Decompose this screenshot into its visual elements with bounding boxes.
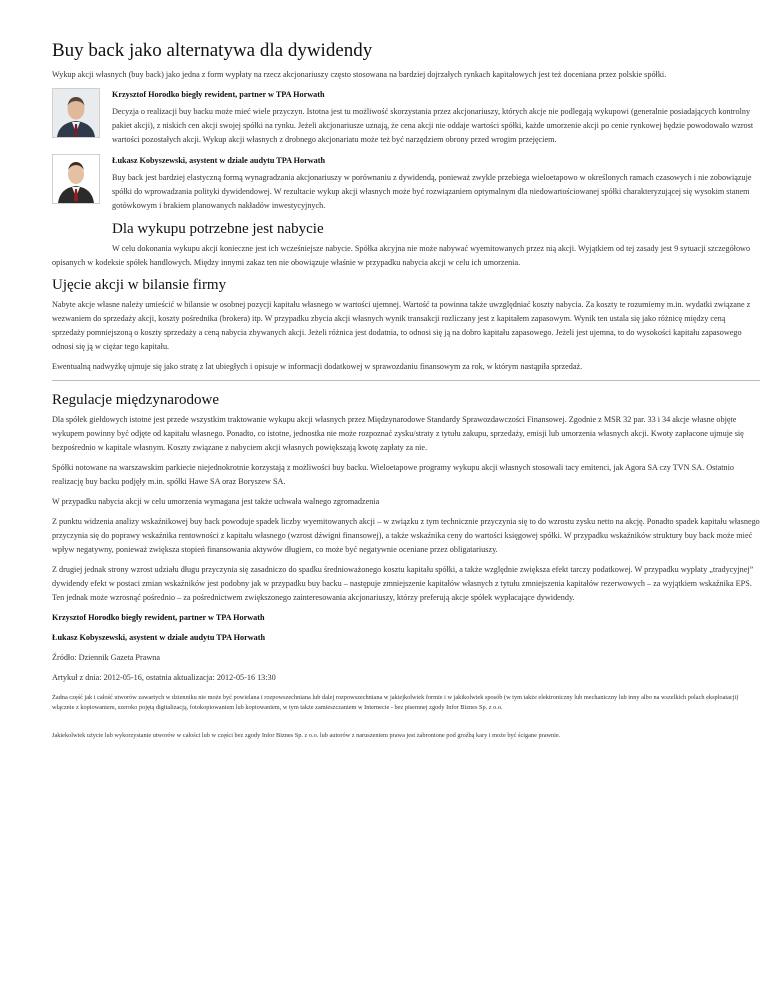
- section-paragraph: Z drugiej jednak strony wzrost udziału długu przyczynia się zasadniczo do spadku średnioważonego kosztu kapitału spółki, a także względnie zwiększa efekt tarczy podatkowej. W przypadku wypłaty „tradycyjnej” dywidendy efekt w postaci zmian wskaźników jest podobny jak w przypadku buy backu – następuje zmniejszenie kapitałów własnych z tytułu zmniejszenia kapitałów rezerwowych – za wyjątkiem wskaźnika EPS. Ten jednak może wzrosnąć pośrednio – za pośrednictwem zwiększonego zainteresowania akcjonariuszy, którzy preferują akcje spółek wypłacające dywidendy.: [52, 565, 754, 602]
- expert-block-2: [52, 154, 760, 216]
- divider: [52, 380, 760, 381]
- expert-quote-2: Buy back jest bardziej elastyczną formą wynagradzania akcjonariuszy w porównaniu z dywidendą, ponieważ zwykle przebiega wieloetapowo w określonych ramach czasowych i nie zobowiązuje spółki do wprowadzania polityki dywidendowej. W rezultacie wykup akcji własnych może być rozwiązaniem optymalnym dla niedowartościowanej spółki charakteryzującej się wysokim stanem gotówkowym i brakiem planowanych nakładów inwestycyjnych.: [112, 173, 752, 210]
- section-paragraph: Ewentualną nadwyżkę ujmuje się jako stratę z lat ubiegłych i opisuje w informacji dodatkowej w sprawozdaniu finansowym za rok, w którym nastąpiła sprzedaż.: [52, 362, 583, 371]
- section-paragraph: Z punktu widzenia analizy wskaźnikowej buy back powoduje spadek liczby wyemitowanych akcji – w związku z tym technicznie przyczynia się to do wzrostu zysku netto na akcję. Ponadto spadek kapitału własnego przyczynia się do poprawy wskaźnika rentowności z kapitału własnego (wzrost dźwigni finansowej), a także wskaźnika ceny do wartości księgowej spółki. W przypadku wskaźników struktury buy back może mieć wpływ negatywny, ponieważ zwiększa stopień finansowania aktywów długiem, co może być negatywnie oceniane przez obligatariuszy.: [52, 517, 760, 554]
- section-paragraph: Spółki notowane na warszawskim parkiecie niejednokrotnie korzystają z możliwości buy backu. Wieloetapowe programy wykupu akcji własnych stosowali tacy emitenci, jak Agora SA czy TVN SA. Ostatnio realizację buy backu podjęły m.in. spółki Hawe SA oraz Boryszew SA.: [52, 463, 734, 486]
- legal-notice: Jakiekolwiek użycie lub wykorzystanie utworów w całości lub w części bez zgody Infor Biznes Sp. z o.o. lub autorów z naruszeniem prawa jest zabronione pod groźbą kary i może być ścigane prawnie.: [52, 732, 561, 739]
- expert-block-1: [52, 88, 760, 150]
- footer-author-1: Krzysztof Horodko biegły rewident, partner w TPA Horwath: [52, 613, 265, 622]
- section-heading-international: Regulacje międzynarodowe: [52, 392, 220, 408]
- article: [52, 0, 760, 741]
- section-heading-balance-sheet: Ujęcie akcji w bilansie firmy: [52, 277, 227, 293]
- article-source: Źródło: Dziennik Gazeta Prawna: [52, 653, 160, 662]
- copyright-notice: Żadna część jak i całość utworów zawartych w dzienniku nie może być powielana i rozpowszechniana lub dalej rozpowszechniana w jakiejkolwiek formie i w jakikolwiek sposób (w tym także elektroniczny lub mechaniczny lub inny albo na wszelkich polach eksploatacji) włącznie z kopiowaniem, szeroko pojętą digitalizacją, fotokopiowaniem lub kopiowaniem, w tym także zamieszczaniem w Internecie - bez pisemnej zgody Infor Biznes Sp. z o.o.: [52, 694, 739, 711]
- expert-quote-1: Decyzja o realizacji buy backu może mieć wiele przyczyn. Istotna jest tu możliwość skorzystania przez akcjonariuszy, których akcje nie podlegają wykupowi (generalnie posiadających kontrolny pakiet akcji), z niskich cen akcji swojej spółki na rynku. Jeżeli akcjonariusze uznają, że cena akcji nie oddaje wartości spółki, każde umorzenie akcji po cenie rynkowej będzie powodowało wzrost wartości pozostałych akcji. Wykup akcji własnych z drobnego akcjonariatu może też być narzędziem obrony przed wrogim przejęciem.: [112, 107, 754, 144]
- article-dates: Artykuł z dnia: 2012-05-16, ostatnia aktualizacja: 2012-05-16 13:30: [52, 673, 276, 682]
- section-heading-acquisition: Dla wykupu potrzebne jest nabycie: [112, 221, 324, 237]
- section-paragraph: Dla spółek giełdowych istotne jest przede wszystkim traktowanie wykupu akcji własnych przez Międzynarodowe Standardy Sprawozdawczości Finansowej. Zgodnie z MSR 32 par. 33 i 34 akcje własne objęte wykupem powinny być odjęte od kapitału własnego. Ponadto, co istotne, jednostka nie może rozpoznać zysku/straty z tytułu zakupu, sprzedaży, emisji lub umorzenia własnych akcji. Kwoty zapłacone ujmuje się bezpośrednio w kapitale własnym. Koszty związane z nabyciem akcji własnych powiększają kwotę zapłaty za nie.: [52, 415, 744, 452]
- section-text-acquisition: W celu dokonania wykupu akcji konieczne jest ich wcześniejsze nabycie. Spółka akcyjna nie może nabywać wyemitowanych przez nią akcji. Wyjątkiem od tej zasady jest 9 sytuacji szczegółowo opisanych w kodeksie spółek handlowych. Między innymi zakaz ten nie obowiązuje właśnie w przypadku nabycia akcji w celu ich umorzenia.: [52, 244, 751, 267]
- expert-photo-1: [52, 88, 100, 138]
- expert-photo-2: [52, 154, 100, 204]
- article-lead: Wykup akcji własnych (buy back) jako jedna z form wypłaty na rzecz akcjonariuszy często stosowana na bardziej dojrzałych rynkach kapitałowych jest też doceniana przez polskie spółki.: [52, 70, 667, 79]
- section-paragraph: Nabyte akcje własne należy umieścić w bilansie w osobnej pozycji kapitału własnego w wartości ujemnej. Wartość ta powinna także uwzględniać koszty nabycia. Za koszty te rozumiemy m.in. wydatki związane z wezwaniem do sprzedaży akcji, koszty pośrednika (brokera) itp. W przypadku zbycia akcji własnych wynik transakcji rozliczany jest z kapitałem zapasowym. Wynik ten ustala się jako różnicę między ceną sprzedaży pomniejszoną o koszty sprzedaży a ceną nabycia zbywanych akcji. Jeżeli różnica jest dodatnia, to odnosi się ją na dobro kapitału zapasowego. Jeżeli jest ujemna, to do wysokości kapitału zapasowego odnosi się ją w ciężar tego kapitału.: [52, 300, 751, 351]
- article-title: Buy back jako alternatywa dla dywidendy: [52, 40, 373, 61]
- section-paragraph: W przypadku nabycia akcji w celu umorzenia wymagana jest także uchwała walnego zgromadzenia: [52, 497, 380, 506]
- expert-name-2: Łukasz Kobyszewski, asystent w dziale audytu TPA Horwath: [112, 156, 326, 165]
- footer-author-2: Łukasz Kobyszewski, asystent w dziale audytu TPA Horwath: [52, 633, 266, 642]
- expert-name-1: Krzysztof Horodko biegły rewident, partner w TPA Horwath: [112, 90, 325, 99]
